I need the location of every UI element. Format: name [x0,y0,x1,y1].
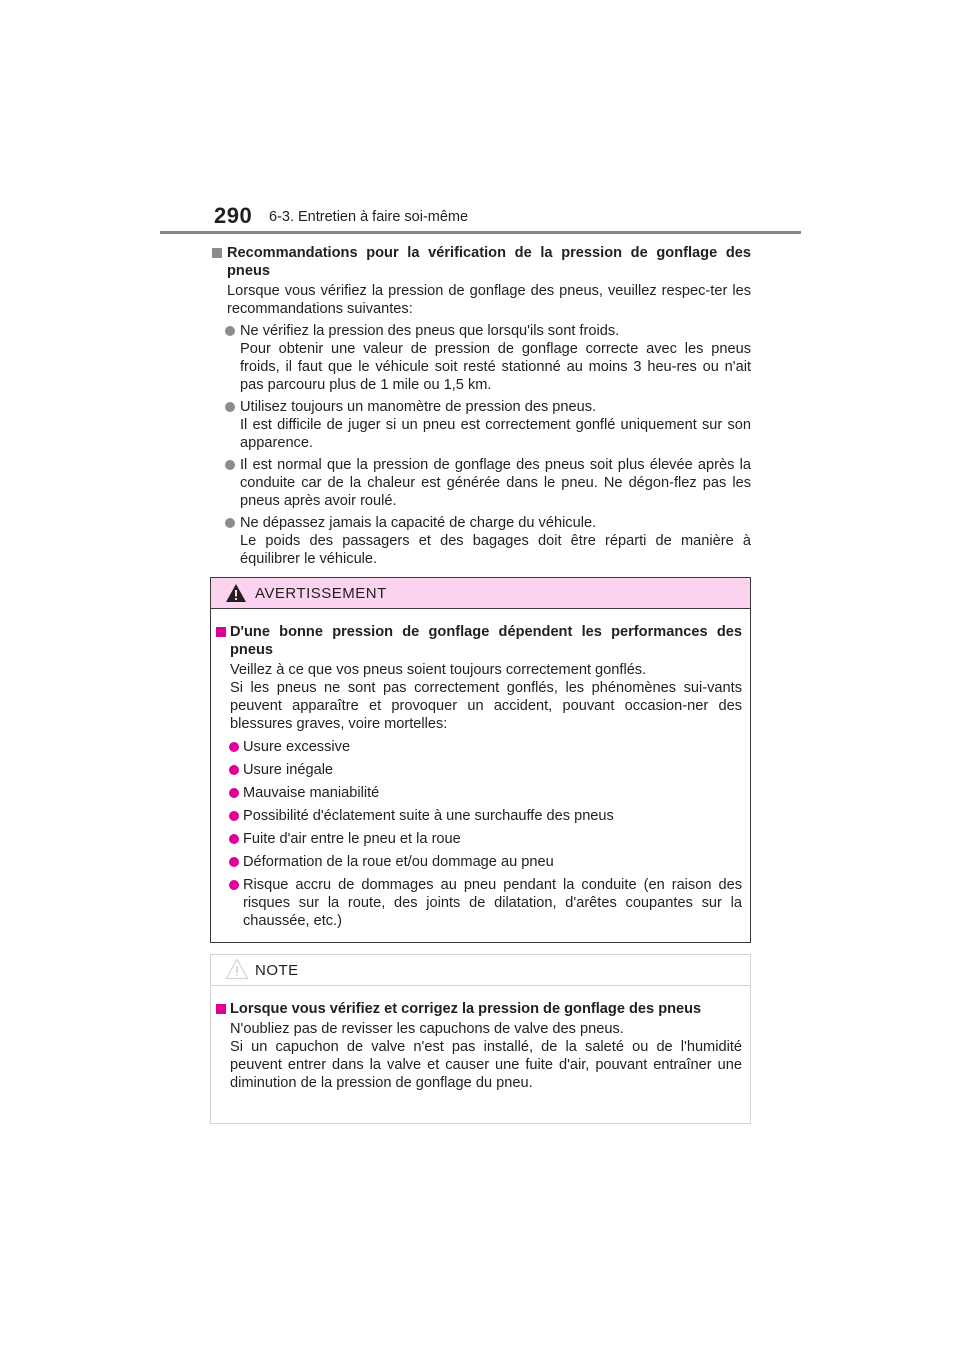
list-item [216,784,742,802]
warning-label: AVERTISSEMENT [255,585,387,602]
section-title-text: Recommandations pour la vérification de la pression de gonflage des pneus [227,245,751,279]
list-item-text: Ne vérifiez la pression des pneus que lorsqu'ils sont froids. Pour obtenir une valeur de pression de gonflage correcte avec les pneus froids, il faut que le véhicule soit resté stationné au moins 3 heu-res ou n'ait pas parcouru plus de 1 mile ou 1,5 km. [240,323,751,393]
bullet-dot-icon [229,765,239,775]
header-rule [160,231,801,234]
section-bullet-list [212,322,751,568]
warning-bullet-list [216,738,742,930]
bullet-dot-icon [229,834,239,844]
list-item-text: Usure excessive [243,739,351,755]
list-item-text: Utilisez toujours un manomètre de pression des pneus. Il est difficile de juger si un pneu est correctement gonflé uniquement sur son apparence. [240,399,751,451]
note-label: NOTE [255,962,299,979]
note-triangle-icon [225,958,249,980]
bullet-dot-icon [229,788,239,798]
warning-title-text: D'une bonne pression de gonflage dépendent les performances des pneus [230,624,742,658]
note-text: N'oubliez pas de revisser les capuchons de valve des pneus. Si un capuchon de valve n'est pas installé, de la saleté ou de l'humidité peuvent entrer dans la valve et causer une fuite d'air, pouvant entraîner une diminution de la pression de gonflage du pneu. [230,1021,742,1091]
bullet-dot-icon [229,857,239,867]
list-item [212,322,751,394]
note-header [211,955,750,986]
list-item [216,830,742,848]
note-title-text: Lorsque vous vérifiez et corrigez la pression de gonflage des pneus [230,1001,702,1017]
list-item [212,398,751,452]
warning-text: Veillez à ce que vos pneus soient toujours correctement gonflés. Si les pneus ne sont pas correctement gonflés, les phénomènes sui-vants peuvent apparaître et provoquer un accident, pouvant occasion-ner des blessures graves, voire mortelles: [230,662,742,732]
list-item [216,738,742,756]
note-box [210,954,751,1124]
list-item-text: Mauvaise maniabilité [243,785,380,801]
bullet-dot-icon [229,811,239,821]
section-title [212,244,751,280]
list-item [216,761,742,779]
chapter-title: 6-3. Entretien à faire soi-même [269,209,469,225]
list-item-text: Possibilité d'éclatement suite à une surchauffe des pneus [243,808,614,824]
note-title [216,1000,742,1018]
bullet-dot-icon [225,326,235,336]
square-bullet-icon [216,627,226,637]
list-item [212,456,751,510]
list-item [212,514,751,568]
list-item-text: Ne dépassez jamais la capacité de charge du véhicule. Le poids des passagers et des bagages doit être réparti de manière à équilibrer le véhicule. [240,515,751,567]
section-intro: Lorsque vous vérifiez la pression de gonflage des pneus, veuillez respec-ter les recommandations suivantes: [227,283,751,317]
warning-title [216,623,742,659]
warning-header [211,578,750,609]
bullet-dot-icon [225,460,235,470]
note-body [211,986,750,1092]
list-item-text: Risque accru de dommages au pneu pendant la conduite (en raison des risques sur la route, des joints de dilatation, d'arêtes coupantes sur la chaussée, etc.) [243,877,742,929]
warning-box [210,577,751,943]
list-item [216,807,742,825]
bullet-dot-icon [225,402,235,412]
list-item-text: Usure inégale [243,762,334,778]
square-bullet-icon [216,1004,226,1014]
page-header [160,0,801,236]
main-section [212,244,751,568]
bullet-dot-icon [229,742,239,752]
list-item-text: Fuite d'air entre le pneu et la roue [243,831,461,847]
list-item [216,853,742,871]
warning-body [211,609,750,930]
square-bullet-icon [212,248,222,258]
list-item-text: Il est normal que la pression de gonflage des pneus soit plus élevée après la conduite car de la chaleur est générée dans le pneu. Ne dégon-flez pas les pneus après avoir roulé. [240,457,751,509]
warning-triangle-icon [225,583,247,603]
bullet-dot-icon [225,518,235,528]
page-number: 290 [214,203,253,228]
list-item [216,876,742,930]
list-item-text: Déformation de la roue et/ou dommage au pneu [243,854,554,870]
bullet-dot-icon [229,880,239,890]
